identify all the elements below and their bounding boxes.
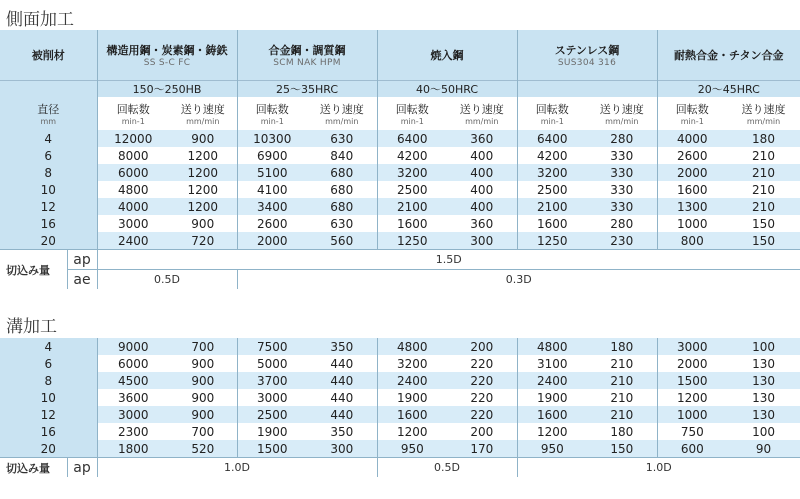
feed-cell: 630 — [307, 130, 377, 147]
feed-cell: 130 — [727, 355, 800, 372]
feed-cell: 900 — [169, 406, 237, 423]
diameter-cell: 16 — [0, 215, 97, 232]
rpm-cell: 4000 — [657, 130, 727, 147]
rpm-cell: 1250 — [377, 232, 447, 250]
hardness-header-blank — [0, 80, 97, 97]
rpm-cell: 1200 — [377, 423, 447, 440]
rpm-cell: 3000 — [237, 389, 307, 406]
table-row — [0, 130, 800, 147]
feed-cell: 1200 — [169, 147, 237, 164]
table-row — [0, 372, 800, 389]
ap-value: 1.5D — [97, 250, 800, 270]
ap-value-group-1: 1.0D — [97, 458, 377, 478]
rpm-unit: min-1 — [400, 117, 424, 126]
rpm-cell: 6900 — [237, 147, 307, 164]
feed-cell: 230 — [587, 232, 657, 250]
feed-cell: 210 — [727, 181, 800, 198]
rpm-cell: 2100 — [517, 198, 587, 215]
table-row — [0, 389, 800, 406]
hardness-value: 150～250HB — [97, 80, 237, 97]
rpm-cell: 3000 — [657, 338, 727, 355]
feed-cell: 720 — [169, 232, 237, 250]
rpm-cell: 10300 — [237, 130, 307, 147]
feed-cell: 300 — [307, 440, 377, 458]
feed-cell: 330 — [587, 164, 657, 181]
table-row — [0, 440, 800, 458]
feed-cell: 700 — [169, 338, 237, 355]
rpm-cell: 5100 — [237, 164, 307, 181]
material-name: ステンレス鋼 — [554, 43, 620, 57]
rpm-cell: 2000 — [657, 355, 727, 372]
feed-cell: 440 — [307, 372, 377, 389]
table-row — [0, 164, 800, 181]
rpm-cell: 9000 — [97, 338, 169, 355]
feed-cell: 150 — [727, 215, 800, 232]
diameter-cell: 10 — [0, 181, 97, 198]
rpm-cell: 3000 — [97, 215, 169, 232]
rpm-label: 回転数 — [255, 103, 289, 116]
rpm-cell: 1500 — [657, 372, 727, 389]
rpm-cell: 1500 — [237, 440, 307, 458]
rpm-label: 回転数 — [116, 103, 150, 116]
material-name: 構造用鋼・炭素鋼・鋳鉄 — [106, 43, 228, 57]
feed-label: 送り速度 — [741, 103, 786, 116]
rpm-cell: 1200 — [517, 423, 587, 440]
rpm-unit: min-1 — [680, 117, 704, 126]
feed-cell: 330 — [587, 181, 657, 198]
rpm-cell: 3600 — [97, 389, 169, 406]
ap-symbol: ap — [67, 250, 97, 270]
feed-cell: 210 — [727, 147, 800, 164]
rpm-cell: 4800 — [377, 338, 447, 355]
rpm-cell: 1600 — [377, 215, 447, 232]
feed-cell: 210 — [587, 389, 657, 406]
rpm-cell: 1600 — [657, 181, 727, 198]
rpm-cell: 2000 — [237, 232, 307, 250]
side-milling-table — [0, 30, 800, 289]
material-grade: SS S-C FC — [143, 57, 191, 68]
rpm-cell: 3400 — [237, 198, 307, 215]
feed-cell: 150 — [587, 440, 657, 458]
rpm-cell: 2600 — [237, 215, 307, 232]
cut-depth-label: 切込み量 — [0, 458, 67, 478]
hardness-value: 25～35HRC — [237, 80, 377, 97]
feed-cell: 220 — [447, 355, 517, 372]
feed-cell: 400 — [447, 164, 517, 181]
rpm-cell: 6000 — [97, 164, 169, 181]
feed-header — [447, 97, 517, 130]
feed-cell: 130 — [727, 389, 800, 406]
feed-label: 送り速度 — [180, 103, 225, 116]
table-row — [0, 338, 800, 355]
feed-cell: 400 — [447, 181, 517, 198]
rpm-cell: 1000 — [657, 406, 727, 423]
feed-cell: 210 — [587, 406, 657, 423]
rpm-cell: 3000 — [97, 406, 169, 423]
feed-label: 送り速度 — [459, 103, 504, 116]
rpm-cell: 950 — [517, 440, 587, 458]
rpm-cell: 4500 — [97, 372, 169, 389]
slot-milling-rows — [0, 338, 800, 458]
rpm-header — [97, 97, 169, 130]
table-row — [0, 423, 800, 440]
feed-header — [587, 97, 657, 130]
rpm-cell: 1250 — [517, 232, 587, 250]
material-name: 耐熱合金・チタン合金 — [674, 48, 784, 62]
feed-cell: 150 — [727, 232, 800, 250]
rpm-label: 回転数 — [675, 103, 709, 116]
feed-cell: 520 — [169, 440, 237, 458]
diameter-cell: 8 — [0, 164, 97, 181]
feed-cell: 100 — [727, 423, 800, 440]
table-row — [0, 406, 800, 423]
feed-cell: 900 — [169, 130, 237, 147]
feed-header — [169, 97, 237, 130]
feed-cell: 100 — [727, 338, 800, 355]
feed-cell: 630 — [307, 215, 377, 232]
diameter-cell: 6 — [0, 147, 97, 164]
feed-cell: 560 — [307, 232, 377, 250]
diameter-cell: 12 — [0, 198, 97, 215]
feed-cell: 280 — [587, 215, 657, 232]
table-row — [0, 181, 800, 198]
rpm-cell: 1300 — [657, 198, 727, 215]
rpm-cell: 2500 — [517, 181, 587, 198]
feed-cell: 170 — [447, 440, 517, 458]
feed-label: 送り速度 — [599, 103, 644, 116]
feed-cell: 130 — [727, 406, 800, 423]
material-name: 合金鋼・調質鋼 — [268, 43, 346, 57]
rpm-cell: 1900 — [237, 423, 307, 440]
ap-value-group-3: 1.0D — [517, 458, 800, 478]
rpm-cell: 2500 — [237, 406, 307, 423]
rpm-unit: min-1 — [540, 117, 564, 126]
feed-unit: mm/min — [605, 117, 639, 126]
rpm-cell: 3200 — [377, 164, 447, 181]
feed-cell: 300 — [447, 232, 517, 250]
feed-cell: 900 — [169, 355, 237, 372]
feed-label: 送り速度 — [319, 103, 364, 116]
feed-cell: 130 — [727, 372, 800, 389]
rpm-cell: 1600 — [517, 406, 587, 423]
rpm-cell: 1600 — [377, 406, 447, 423]
diameter-cell: 16 — [0, 423, 97, 440]
feed-cell: 440 — [307, 389, 377, 406]
feed-cell: 680 — [307, 181, 377, 198]
rpm-cell: 1000 — [657, 215, 727, 232]
workpiece-header: 被削材 — [0, 30, 97, 80]
material-grade: SUS304 316 — [557, 57, 617, 68]
rpm-cell: 4200 — [517, 147, 587, 164]
feed-cell: 220 — [447, 406, 517, 423]
rpm-cell: 6400 — [377, 130, 447, 147]
feed-cell: 440 — [307, 355, 377, 372]
feed-cell: 180 — [587, 338, 657, 355]
ae-symbol: ae — [67, 270, 97, 290]
feed-cell: 210 — [587, 355, 657, 372]
feed-unit: mm/min — [186, 117, 220, 126]
rpm-cell: 2400 — [377, 372, 447, 389]
feed-cell: 330 — [587, 198, 657, 215]
material-col-1 — [97, 30, 237, 80]
rpm-cell: 2500 — [377, 181, 447, 198]
rpm-cell: 6000 — [97, 355, 169, 372]
table-row — [0, 198, 800, 215]
slot-milling-table — [0, 338, 800, 477]
material-col-4 — [517, 30, 657, 80]
rpm-header — [377, 97, 447, 130]
rpm-cell: 12000 — [97, 130, 169, 147]
rpm-cell: 2600 — [657, 147, 727, 164]
material-col-3 — [377, 30, 517, 80]
feed-cell: 200 — [447, 423, 517, 440]
rpm-cell: 2400 — [517, 372, 587, 389]
rpm-cell: 2100 — [377, 198, 447, 215]
feed-cell: 200 — [447, 338, 517, 355]
rpm-cell: 1200 — [657, 389, 727, 406]
rpm-cell: 3100 — [517, 355, 587, 372]
rpm-cell: 7500 — [237, 338, 307, 355]
rpm-cell: 600 — [657, 440, 727, 458]
slot-milling-title: 溝加工 — [6, 317, 57, 337]
feed-cell: 350 — [307, 423, 377, 440]
material-grade: SCM NAK HPM — [273, 57, 341, 68]
rpm-cell: 1900 — [377, 389, 447, 406]
feed-cell: 400 — [447, 147, 517, 164]
material-name: 焼入鋼 — [430, 48, 464, 62]
feed-header — [307, 97, 377, 130]
feed-cell: 1200 — [169, 164, 237, 181]
feed-cell: 680 — [307, 198, 377, 215]
rpm-cell: 1900 — [517, 389, 587, 406]
diameter-cell: 12 — [0, 406, 97, 423]
table-row — [0, 215, 800, 232]
feed-cell: 700 — [169, 423, 237, 440]
ap-value-group-2: 0.5D — [377, 458, 517, 478]
rpm-cell: 4100 — [237, 181, 307, 198]
feed-unit: mm/min — [325, 117, 359, 126]
rpm-cell: 3200 — [377, 355, 447, 372]
feed-cell: 440 — [307, 406, 377, 423]
rpm-cell: 3200 — [517, 164, 587, 181]
rpm-header — [237, 97, 307, 130]
rpm-cell: 6400 — [517, 130, 587, 147]
feed-cell: 350 — [307, 338, 377, 355]
diameter-cell: 4 — [0, 130, 97, 147]
feed-cell: 400 — [447, 198, 517, 215]
feed-cell: 210 — [727, 198, 800, 215]
feed-cell: 220 — [447, 372, 517, 389]
rpm-cell: 750 — [657, 423, 727, 440]
rpm-cell: 5000 — [237, 355, 307, 372]
material-col-2 — [237, 30, 377, 80]
feed-cell: 1200 — [169, 198, 237, 215]
feed-cell: 1200 — [169, 181, 237, 198]
diameter-cell: 20 — [0, 232, 97, 250]
feed-cell: 180 — [727, 130, 800, 147]
feed-cell: 210 — [727, 164, 800, 181]
side-milling-rows — [0, 130, 800, 250]
diameter-label: 直径 — [37, 103, 60, 116]
feed-cell: 900 — [169, 372, 237, 389]
rpm-label: 回転数 — [395, 103, 429, 116]
feed-cell: 220 — [447, 389, 517, 406]
rpm-cell: 1600 — [517, 215, 587, 232]
cut-depth-label: 切込み量 — [0, 250, 67, 290]
feed-cell: 360 — [447, 130, 517, 147]
rpm-cell: 4800 — [97, 181, 169, 198]
hardness-value: 20～45HRC — [657, 80, 800, 97]
feed-cell: 90 — [727, 440, 800, 458]
feed-header — [727, 97, 800, 130]
rpm-cell: 4000 — [97, 198, 169, 215]
feed-cell: 360 — [447, 215, 517, 232]
rpm-cell: 3700 — [237, 372, 307, 389]
feed-cell: 180 — [587, 423, 657, 440]
rpm-cell: 8000 — [97, 147, 169, 164]
table-row — [0, 232, 800, 250]
ae-value-others: 0.3D — [237, 270, 800, 290]
rpm-cell: 4800 — [517, 338, 587, 355]
diameter-cell: 10 — [0, 389, 97, 406]
hardness-value: 40～50HRC — [377, 80, 517, 97]
diameter-header — [0, 97, 97, 130]
diameter-cell: 8 — [0, 372, 97, 389]
rpm-label: 回転数 — [535, 103, 569, 116]
rpm-cell: 800 — [657, 232, 727, 250]
feed-cell: 900 — [169, 389, 237, 406]
rpm-unit: min-1 — [121, 117, 145, 126]
hardness-value — [517, 80, 657, 97]
feed-cell: 840 — [307, 147, 377, 164]
diameter-cell: 6 — [0, 355, 97, 372]
feed-cell: 210 — [587, 372, 657, 389]
feed-unit: mm/min — [465, 117, 499, 126]
rpm-header — [517, 97, 587, 130]
diameter-cell: 4 — [0, 338, 97, 355]
rpm-cell: 2300 — [97, 423, 169, 440]
diameter-unit: mm — [40, 117, 57, 126]
ap-symbol: ap — [67, 458, 97, 478]
feed-cell: 280 — [587, 130, 657, 147]
feed-cell: 900 — [169, 215, 237, 232]
side-milling-title: 側面加工 — [6, 10, 74, 30]
rpm-cell: 1800 — [97, 440, 169, 458]
rpm-unit: min-1 — [260, 117, 284, 126]
feed-cell: 330 — [587, 147, 657, 164]
rpm-cell: 2400 — [97, 232, 169, 250]
rpm-cell: 4200 — [377, 147, 447, 164]
diameter-cell: 20 — [0, 440, 97, 458]
ae-value-carbon: 0.5D — [97, 270, 237, 290]
table-row — [0, 147, 800, 164]
table-row — [0, 355, 800, 372]
feed-unit: mm/min — [746, 117, 781, 126]
rpm-cell: 2000 — [657, 164, 727, 181]
rpm-header — [657, 97, 727, 130]
rpm-cell: 950 — [377, 440, 447, 458]
feed-cell: 680 — [307, 164, 377, 181]
material-col-5 — [657, 30, 800, 80]
